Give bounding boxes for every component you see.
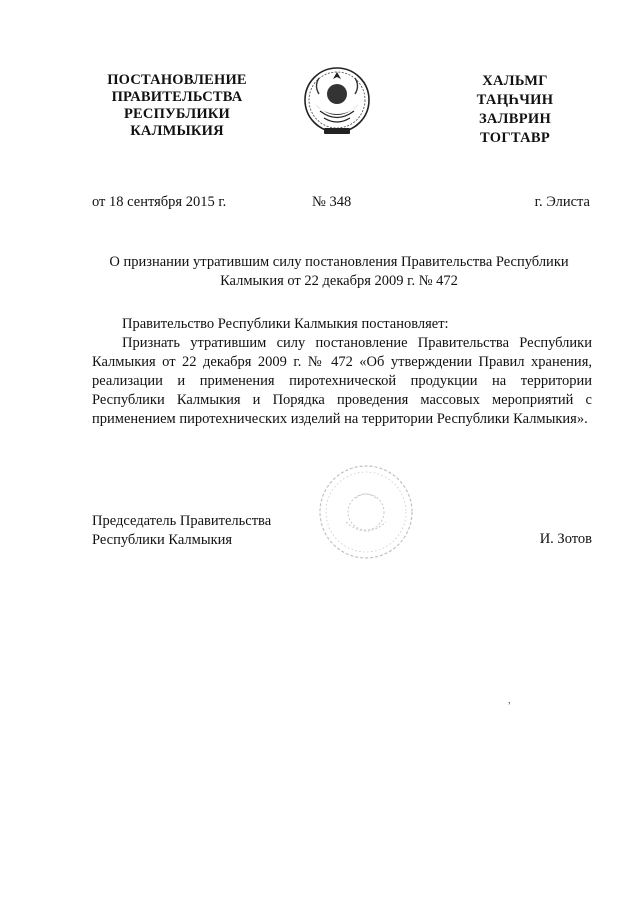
header-left-line-1: ПОСТАНОВЛЕНИЕ [107, 72, 247, 88]
document-title: О признании утратившим силу постановления Правительства Республики Калмыкия от 22 декабря 2009 г. № 472 [109, 254, 569, 289]
header-left-title [96, 72, 258, 140]
body-main-paragraph: Признать утратившим силу постановление Правительства Республики Калмыкия от 22 декабря 2009 г. № 472 «Об утверждении Правил хранения, реализации и применения пиротехнической продукции на территории Республики Калмыкия и Порядка проведения массовых мероприятий с применением пиротехнических изделий на территории Республики Калмыкия». [92, 335, 592, 427]
signatory-position-line-1: Председатель Правительства [92, 513, 272, 529]
header-left-line-3: РЕСПУБЛИКИ [123, 106, 231, 122]
header-right-line-2: ТАҢҺЧИН [476, 92, 554, 108]
signatory-position-line-2: Республики Калмыкия [92, 532, 233, 548]
header-left-line-2: ПРАВИТЕЛЬСТВА [111, 89, 243, 105]
document-city: г. Элиста [534, 194, 590, 210]
header-right-line-1: ХАЛЬМГ [482, 73, 548, 89]
body-intro: Правительство Республики Калмыкия постановляет: [122, 316, 449, 332]
header-right-title [440, 72, 590, 148]
header-left-line-4: КАЛМЫКИЯ [130, 123, 224, 139]
signatory-name: И. Зотов [539, 531, 592, 547]
header-right-line-3: ЗАЛВРИН [478, 111, 552, 127]
document-date: от 18 сентября 2015 г. [92, 194, 227, 210]
kalmykia-coat-of-arms-icon [302, 64, 372, 140]
stray-pen-mark: , [508, 694, 511, 706]
signatory-position [92, 512, 271, 550]
header-right-line-4: ТОГТАВР [479, 130, 551, 146]
document-number: № 348 [312, 194, 352, 210]
document-body [92, 315, 592, 429]
official-seal-stamp-icon [316, 462, 416, 562]
